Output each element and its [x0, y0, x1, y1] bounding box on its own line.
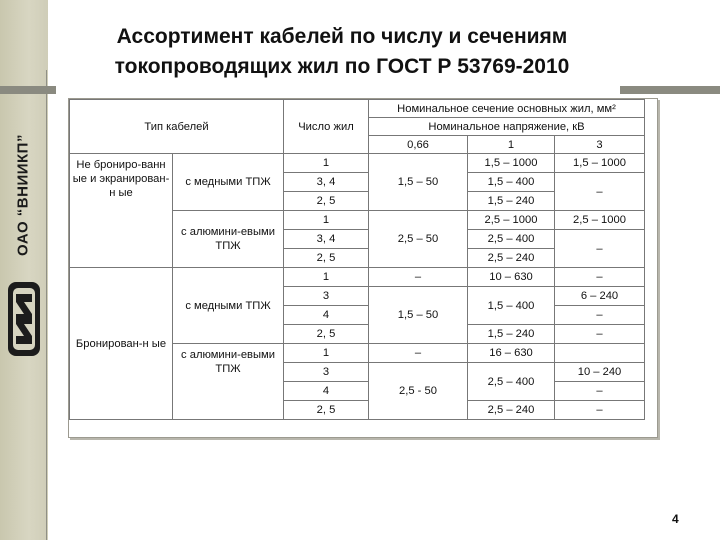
cores-cell: 2, 5 — [284, 192, 369, 211]
section-1-cell: 2,5 – 240 — [468, 249, 555, 268]
section-3-cell — [555, 344, 645, 363]
material-label: с алюмини-евыми ТПЖ — [173, 344, 284, 420]
cores-cell: 3 — [284, 363, 369, 382]
section-1-cell: 1,5 – 1000 — [468, 154, 555, 173]
company-logo-icon — [6, 280, 42, 358]
cable-table-frame — [68, 98, 658, 438]
cable-table — [69, 99, 645, 420]
material-label: с медными ТПЖ — [173, 154, 284, 211]
header-voltage-066: 0,66 — [369, 136, 468, 154]
header-cores: Число жил — [284, 100, 369, 154]
header-cable-type: Тип кабелей — [70, 100, 284, 154]
company-label — [8, 120, 38, 270]
material-label: с алюмини-евыми ТПЖ — [173, 211, 284, 268]
section-066-cell: 2,5 - 50 — [369, 363, 468, 420]
cores-cell: 2, 5 — [284, 401, 369, 420]
header-voltage-1: 1 — [468, 136, 555, 154]
section-066-cell: 1,5 – 50 — [369, 287, 468, 344]
header-rule-right — [620, 86, 720, 94]
group-name: Не брониро-ванн ые и экранирован-н ые — [70, 154, 173, 268]
cores-cell: 1 — [284, 268, 369, 287]
section-3-cell: 10 – 240 — [555, 363, 645, 382]
section-3-cell: – — [555, 230, 645, 268]
company-name: ОАО “ВНИИКП” — [14, 134, 32, 256]
section-1-cell: 2,5 – 400 — [468, 363, 555, 401]
section-1-cell: 2,5 – 1000 — [468, 211, 555, 230]
section-066-cell: – — [369, 344, 468, 363]
section-1-cell: 1,5 – 240 — [468, 192, 555, 211]
cores-cell: 4 — [284, 382, 369, 401]
section-3-cell: 2,5 – 1000 — [555, 211, 645, 230]
title-line-2: токопроводящих жил по ГОСТ Р 53769-2010 — [114, 55, 570, 78]
section-3-cell: – — [555, 382, 645, 401]
cores-cell: 2, 5 — [284, 325, 369, 344]
section-1-cell: 1,5 – 400 — [468, 173, 555, 192]
section-3-cell: – — [555, 325, 645, 344]
cores-cell: 1 — [284, 211, 369, 230]
section-1-cell: 1,5 – 400 — [468, 287, 555, 325]
section-1-cell: 2,5 – 400 — [468, 230, 555, 249]
cores-cell: 1 — [284, 344, 369, 363]
cores-cell: 3 — [284, 287, 369, 306]
cores-cell: 3, 4 — [284, 173, 369, 192]
page-title — [64, 22, 620, 82]
section-066-cell: 1,5 – 50 — [369, 154, 468, 211]
section-3-cell: 6 – 240 — [555, 287, 645, 306]
material-label: с медными ТПЖ — [173, 268, 284, 344]
cores-cell: 4 — [284, 306, 369, 325]
section-066-cell: 2,5 – 50 — [369, 211, 468, 268]
section-066-cell: – — [369, 268, 468, 287]
section-3-cell: 1,5 – 1000 — [555, 154, 645, 173]
header-rule-left — [0, 86, 56, 94]
cores-cell: 1 — [284, 154, 369, 173]
section-3-cell: – — [555, 401, 645, 420]
sidebar — [0, 0, 48, 540]
group-name: Бронирован-н ые — [70, 268, 173, 420]
section-1-cell: 10 – 630 — [468, 268, 555, 287]
section-3-cell: – — [555, 268, 645, 287]
vertical-divider — [46, 70, 47, 540]
section-1-cell: 2,5 – 240 — [468, 401, 555, 420]
page-number: 4 — [672, 512, 679, 526]
section-1-cell: 16 – 630 — [468, 344, 555, 363]
section-1-cell: 1,5 – 240 — [468, 325, 555, 344]
cores-cell: 3, 4 — [284, 230, 369, 249]
section-3-cell: – — [555, 306, 645, 325]
header-cross-section: Номинальное сечение основных жил, мм² — [369, 100, 645, 118]
title-line-1: Ассортимент кабелей по числу и сечениям — [116, 25, 568, 48]
header-voltage-3: 3 — [555, 136, 645, 154]
section-3-cell: – — [555, 173, 645, 211]
header-voltage: Номинальное напряжение, кВ — [369, 118, 645, 136]
cores-cell: 2, 5 — [284, 249, 369, 268]
